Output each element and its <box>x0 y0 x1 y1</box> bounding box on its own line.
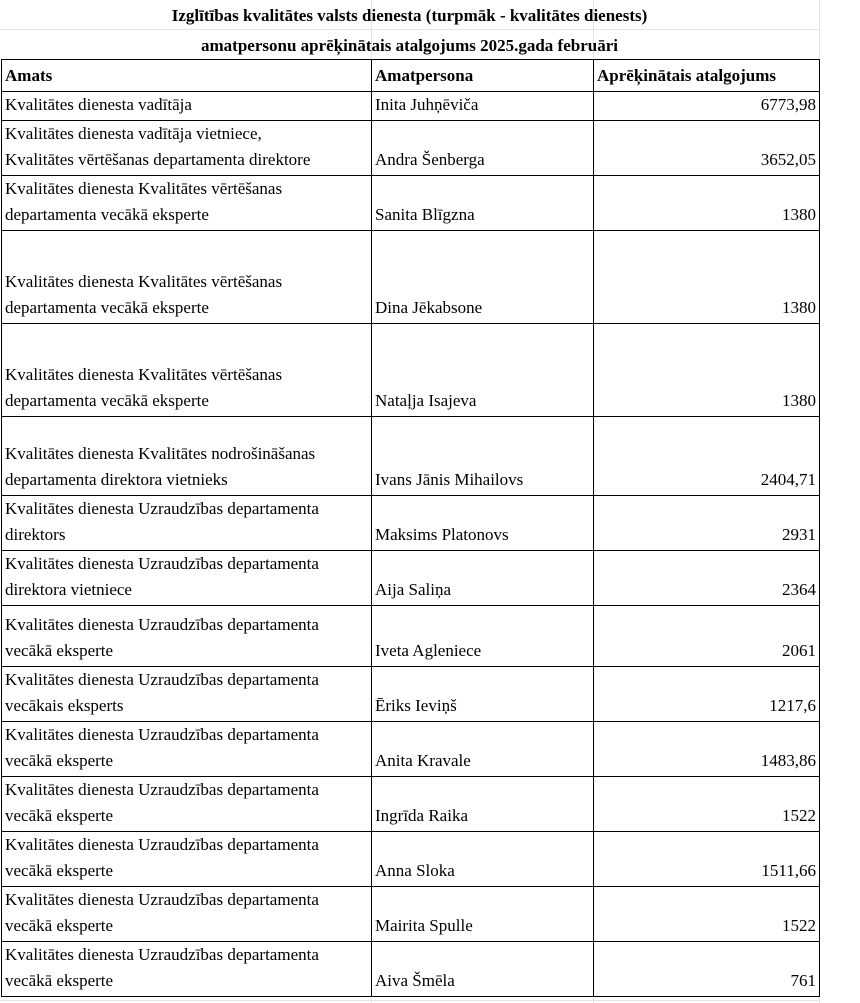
cell-amats <box>2 231 372 324</box>
table-row <box>2 417 820 496</box>
cell-amatpersona: Ivans Jānis Mihailovs <box>372 417 594 496</box>
table-row <box>2 722 820 777</box>
document-title-line-1: Izglītības kvalitātes valsts dienesta (turpmāk - kvalitātes dienests) <box>171 6 648 25</box>
cell-amats <box>2 942 372 997</box>
cell-atalgojums: 1380 <box>594 324 820 417</box>
cell-atalgojums: 1217,6 <box>594 667 820 722</box>
amats-line: Kvalitātes dienesta Kvalitātes vērtēšanas <box>5 272 283 291</box>
table-row <box>2 121 820 176</box>
cell-atalgojums: 1522 <box>594 777 820 832</box>
cell-amats <box>2 551 372 606</box>
amats-line: Kvalitātes dienesta Uzraudzības departamenta <box>5 890 319 909</box>
cell-amatpersona: Inita Juhņēviča <box>372 92 594 121</box>
amats-line: Kvalitātes dienesta Uzraudzības departamenta <box>5 670 319 689</box>
cell-atalgojums: 3652,05 <box>594 121 820 176</box>
cell-atalgojums: 761 <box>594 942 820 997</box>
document-title-line-2: amatpersonu aprēķinātais atalgojums 2025.gada februāri <box>201 36 618 55</box>
table-row <box>2 942 820 997</box>
cell-amats <box>2 324 372 417</box>
cell-amats <box>2 121 372 176</box>
column-header-atalgojums: Aprēķinātais atalgojums <box>594 60 820 92</box>
amats-line: Kvalitātes dienesta Kvalitātes nodrošināšanas <box>5 444 316 463</box>
cell-amats <box>2 176 372 231</box>
salary-table <box>1 59 820 997</box>
cell-atalgojums: 2931 <box>594 496 820 551</box>
amats-line: Kvalitātes dienesta Kvalitātes vērtēšanas <box>5 179 283 198</box>
amats-line: departamenta vecākā eksperte <box>5 205 209 224</box>
table-row <box>2 667 820 722</box>
cell-amatpersona: Aija Saliņa <box>372 551 594 606</box>
amats-line: Kvalitātes dienesta Uzraudzības departamenta <box>5 499 319 518</box>
table-row <box>2 606 820 667</box>
table-row <box>2 176 820 231</box>
cell-amats <box>2 777 372 832</box>
amats-line: Kvalitātes vērtēšanas departamenta direktore <box>5 150 311 169</box>
cell-atalgojums: 1522 <box>594 887 820 942</box>
cell-atalgojums: 1380 <box>594 176 820 231</box>
cell-atalgojums: 2061 <box>594 606 820 667</box>
cell-amatpersona: Aiva Šmēla <box>372 942 594 997</box>
cell-amats <box>2 667 372 722</box>
amats-line: Kvalitātes dienesta Uzraudzības departamenta <box>5 945 319 964</box>
cell-amatpersona: Iveta Agleniece <box>372 606 594 667</box>
table-row <box>2 887 820 942</box>
cell-amats <box>2 606 372 667</box>
amats-line: Kvalitātes dienesta vadītāja <box>5 95 192 114</box>
cell-amatpersona: Ingrīda Raika <box>372 777 594 832</box>
amats-line: Kvalitātes dienesta Kvalitātes vērtēšanas <box>5 365 283 384</box>
cell-amatpersona: Anita Kravale <box>372 722 594 777</box>
amats-line: vecākā eksperte <box>5 806 114 825</box>
amats-line: direktors <box>5 525 66 544</box>
amats-line: vecākais eksperts <box>5 696 124 715</box>
cell-atalgojums: 1380 <box>594 231 820 324</box>
amats-line: direktora vietniece <box>5 580 132 599</box>
cell-atalgojums: 6773,98 <box>594 92 820 121</box>
cell-atalgojums: 1511,66 <box>594 832 820 887</box>
table-row <box>2 231 820 324</box>
amats-line: Kvalitātes dienesta Uzraudzības departamenta <box>5 835 319 854</box>
cell-amats <box>2 722 372 777</box>
amats-line: departamenta vecākā eksperte <box>5 391 209 410</box>
amats-line: vecākā eksperte <box>5 971 114 990</box>
cell-amatpersona: Sanita Blīgzna <box>372 176 594 231</box>
table-header-row <box>2 60 820 92</box>
amats-line: departamenta vecākā eksperte <box>5 298 209 317</box>
table-row <box>2 92 820 121</box>
grid-line <box>0 1000 819 1001</box>
column-header-amatpersona: Amatpersona <box>372 60 594 92</box>
cell-amatpersona: Nataļja Isajeva <box>372 324 594 417</box>
cell-amats <box>2 92 372 121</box>
table-row <box>2 496 820 551</box>
cell-amatpersona: Andra Šenberga <box>372 121 594 176</box>
grid-line <box>0 29 819 30</box>
cell-amats <box>2 832 372 887</box>
table-row <box>2 832 820 887</box>
cell-atalgojums: 2404,71 <box>594 417 820 496</box>
amats-line: Kvalitātes dienesta Uzraudzības departamenta <box>5 725 319 744</box>
amats-line: Kvalitātes dienesta vadītāja vietniece, <box>5 124 262 143</box>
amats-line: Kvalitātes dienesta Uzraudzības departamenta <box>5 780 319 799</box>
amats-line: Kvalitātes dienesta Uzraudzības departamenta <box>5 615 319 634</box>
cell-atalgojums: 2364 <box>594 551 820 606</box>
column-header-amats: Amats <box>2 60 372 92</box>
amats-line: departamenta direktora vietnieks <box>5 470 228 489</box>
cell-amatpersona: Ēriks Ieviņš <box>372 667 594 722</box>
cell-amatpersona: Mairita Spulle <box>372 887 594 942</box>
amats-line: vecākā eksperte <box>5 641 114 660</box>
cell-amatpersona: Maksims Platonovs <box>372 496 594 551</box>
cell-atalgojums: 1483,86 <box>594 722 820 777</box>
amats-line: vecākā eksperte <box>5 751 114 770</box>
cell-amatpersona: Anna Sloka <box>372 832 594 887</box>
cell-amats <box>2 417 372 496</box>
amats-line: vecākā eksperte <box>5 861 114 880</box>
amats-line: Kvalitātes dienesta Uzraudzības departamenta <box>5 554 319 573</box>
table-row <box>2 324 820 417</box>
table-row <box>2 551 820 606</box>
amats-line: vecākā eksperte <box>5 916 114 935</box>
cell-amatpersona: Dina Jēkabsone <box>372 231 594 324</box>
table-row <box>2 777 820 832</box>
cell-amats <box>2 496 372 551</box>
cell-amats <box>2 887 372 942</box>
